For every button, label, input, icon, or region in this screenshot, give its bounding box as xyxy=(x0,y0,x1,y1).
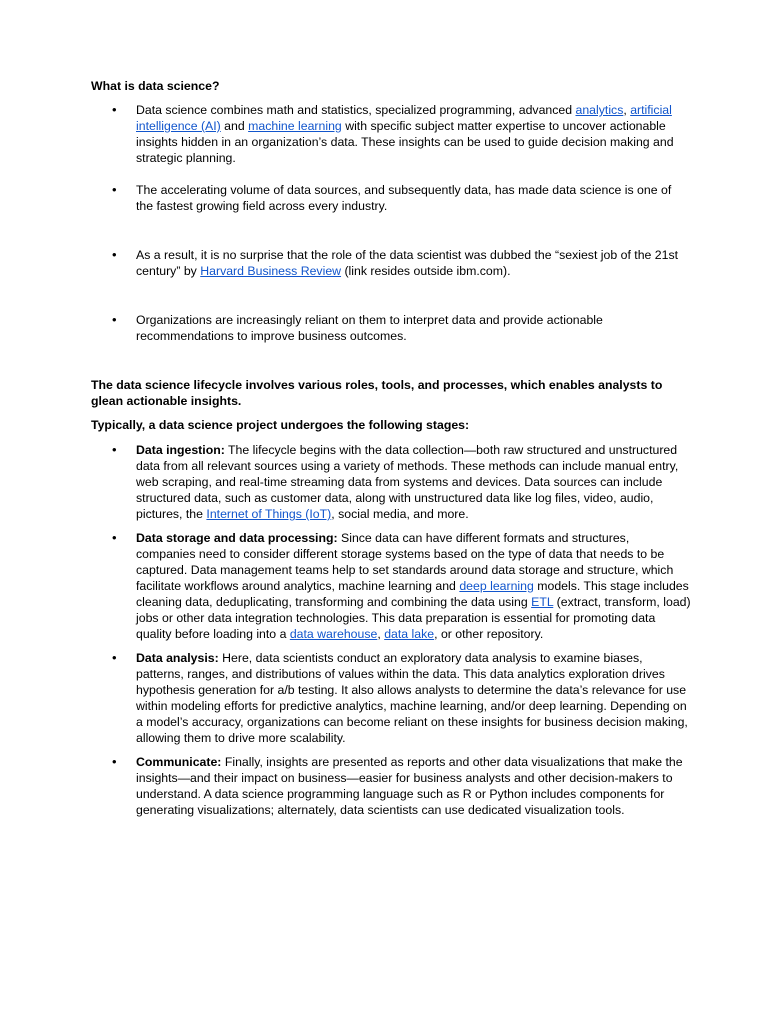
bullet-icon: • xyxy=(112,102,117,117)
stage-text-communicate xyxy=(136,755,683,817)
text-run: Since data can have different formats and structures, companies need to consider different storage systems based on the type of data that needs to be captured. Data management teams help to set standards around data storage and structure, which facilitate workflows around analytics, machine learning and xyxy=(136,531,674,593)
stage-text-storage xyxy=(136,531,691,641)
link-data-lake[interactable]: data lake xyxy=(384,627,435,641)
link-deep-learning[interactable]: deep learning xyxy=(459,579,534,593)
bold-label: Communicate: xyxy=(136,755,222,769)
heading-stages: Typically, a data science project undergoes the following stages: xyxy=(91,418,470,432)
link-artificial-intelligence-ai[interactable]: artificial intelligence (AI) xyxy=(136,103,672,133)
intro-text-2 xyxy=(136,183,671,213)
stage-text-ingestion xyxy=(136,443,678,521)
text-run: Organizations are increasingly reliant on them to interpret data and provide actionable recommendations to improve business outcomes. xyxy=(136,313,603,343)
intro-item-4 xyxy=(91,312,691,344)
link-analytics[interactable]: analytics xyxy=(575,103,624,117)
link-etl[interactable]: ETL xyxy=(531,595,554,609)
intro-text-4 xyxy=(136,313,603,343)
intro-list xyxy=(91,102,691,344)
stage-item-analysis xyxy=(91,650,691,746)
stage-item-storage xyxy=(91,530,691,642)
text-run: models. This stage includes cleaning data, deduplicating, transforming and combining the data using xyxy=(136,579,689,609)
text-run: Data science combines math and statistics, specialized programming, advanced xyxy=(136,103,576,117)
intro-item-3 xyxy=(91,247,691,279)
bold-label: Data storage and data processing: xyxy=(136,531,338,545)
intro-item-1 xyxy=(91,102,686,166)
text-run: The lifecycle begins with the data collection—both raw structured and unstructured data from all relevant sources using a variety of methods. These methods can include manual entry, web scraping, and real-time streaming data from systems and devices. Data sources can include structured data, such as customer data, along with unstructured data like log files, video, audio, pictures, the xyxy=(136,443,679,521)
bullet-icon: • xyxy=(112,247,117,262)
stage-text-analysis xyxy=(136,651,688,745)
text-run: , xyxy=(623,103,631,117)
link-harvard-business-review[interactable]: Harvard Business Review xyxy=(200,264,342,278)
text-run: As a result, it is no surprise that the role of the data scientist was dubbed the “sexiest job of the 21st century” by xyxy=(136,248,679,278)
bullet-icon: • xyxy=(112,530,117,545)
link-data-warehouse[interactable]: data warehouse xyxy=(289,627,378,641)
link-internet-of-things-iot[interactable]: Internet of Things (IoT) xyxy=(206,507,332,521)
stage-item-ingestion xyxy=(91,442,691,522)
text-run: (link resides outside ibm.com). xyxy=(341,264,511,278)
bullet-icon: • xyxy=(112,312,117,327)
text-run: , or other repository. xyxy=(434,627,544,641)
intro-text-1 xyxy=(136,103,674,165)
text-run: Here, data scientists conduct an exploratory data analysis to examine biases, patterns, ranges, and distributions of values within the data. This data analytics exploration drives hypothesis generation for a/b testing. It also allows analysts to determine the data’s relevance for use within modeling efforts for predictive analytics, machine learning, and/or deep learning. Depending on a model’s accuracy, organizations can become reliant on these insights for business decision making, allowing them to drive more scalability. xyxy=(136,651,688,745)
heading-what-is-data-science: What is data science? xyxy=(91,79,220,93)
bullet-icon: • xyxy=(112,442,117,457)
text-run: with specific subject matter expertise to uncover actionable insights hidden in an organization’s data. These insights can be used to guide decision making and strategic planning. xyxy=(136,119,674,165)
stages-list xyxy=(91,442,691,818)
text-run: and xyxy=(220,119,249,133)
text-run: Finally, insights are presented as reports and other data visualizations that make the insights—and their impact on business—easier for business analysts and other decision-makers to understand. A data science programming language such as R or Python includes components for generating visualizations; alternately, data scientists can use dedicated visualization tools. xyxy=(136,755,683,817)
link-machine-learning[interactable]: machine learning xyxy=(248,119,342,133)
bullet-icon: • xyxy=(112,650,117,665)
text-run: (extract, transform, load) jobs or other data integration technologies. This data preparation is essential for promoting data quality before loading into a xyxy=(136,595,691,641)
bullet-icon: • xyxy=(112,754,117,769)
intro-item-2 xyxy=(91,182,691,214)
stage-item-communicate xyxy=(91,754,691,818)
bullet-icon: • xyxy=(112,182,117,197)
intro-text-3 xyxy=(136,248,678,278)
text-run: , xyxy=(377,627,385,641)
text-run: , social media, and more. xyxy=(331,507,469,521)
heading-lifecycle: The data science lifecycle involves various roles, tools, and processes, which enables analysts to glean actionable insights. xyxy=(91,378,663,408)
bold-label: Data analysis: xyxy=(136,651,219,665)
bold-label: Data ingestion: xyxy=(136,443,225,457)
text-run: The accelerating volume of data sources, and subsequently data, has made data science is one of the fastest growing field across every industry. xyxy=(136,183,672,213)
